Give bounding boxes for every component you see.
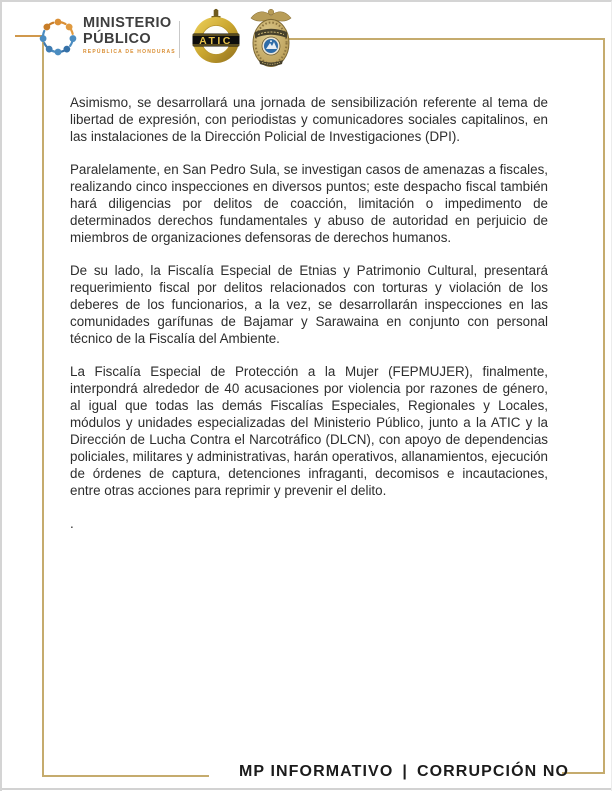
atic-seal-icon (191, 8, 241, 66)
paragraph-1: Asimismo, se desarrollará una jornada de sensibilización referente al tema de libertad de expresión, con periodistas y comunicadores sociales capitalinos, en las instalaciones de la Dirección Policial de Investigaciones (DPI). (70, 95, 548, 144)
mp-wordmark-line1: MINISTERIO (83, 15, 172, 31)
frame-right-line (603, 38, 605, 774)
mp-wordmark (83, 16, 176, 55)
footer-label-mp-informativo: MP INFORMATIVO (239, 763, 394, 780)
police-badge-icon (249, 5, 293, 69)
header-divider (179, 21, 180, 58)
atic-seal-label: ATIC (199, 34, 233, 47)
page-bottom-edge (2, 788, 612, 790)
frame-top-line (259, 38, 605, 40)
mp-wordmark-line2: PÚBLICO (83, 30, 152, 47)
footer-banner (239, 763, 569, 781)
paragraph-3: De su lado, la Fiscalía Especial de Etnias y Patrimonio Cultural, presentará requerimiento fiscal por delitos relacionados con torturas y violación de los deberes de los funcionarios, a la vez, se desarrollarán inspecciones en las comunidades garífunas de Bajamar y Sarawaina en conjunto con personal técnico de la Fiscalía del Ambiente. (70, 263, 548, 346)
footer-label-corrupcion-no: CORRUPCIÓN NO (416, 763, 570, 780)
body-text (70, 94, 548, 548)
frame-bottom-left-line (42, 775, 209, 777)
paragraph-4: La Fiscalía Especial de Protección a la Mujer (FEPMUJER), finalmente, interpondrá alrededor de 40 acusaciones por violencia por razones de género, al igual que todas las demás Fiscalías Especiales, Regionales y Locales, módulos y unidades especializadas del Ministerio Público, junto a la ATIC y la Dirección de Lucha Contra el Narcotráfico (DLCN), con apoyo de dependencias policiales, militares y administrativas, harán operativos, allanamientos, ejecución de órdenes de captura, detenciones infraganti, decomisos e incautaciones, entre otras acciones para reprimir y prevenir el delito. (70, 364, 548, 498)
ministerio-publico-seal-icon (38, 14, 78, 60)
frame-left-line (42, 35, 44, 777)
footer-separator: | (402, 763, 408, 780)
paragraph-2: Paralelamente, en San Pedro Sula, se investigan casos de amenazas a fiscales, realizando cinco inspecciones en diversos puntos; este despacho fiscal también hará diligencias por delitos de coacción, limitación o impedimento de determinados derechos fundamentales y abuso de autoridad en perjuicio de miembros de organizaciones defensoras de derechos humanos. (70, 162, 548, 245)
paragraph-5-lone-period: . (70, 516, 74, 531)
mp-wordmark-subtitle: REPÚBLICA DE HONDURAS (83, 49, 176, 55)
